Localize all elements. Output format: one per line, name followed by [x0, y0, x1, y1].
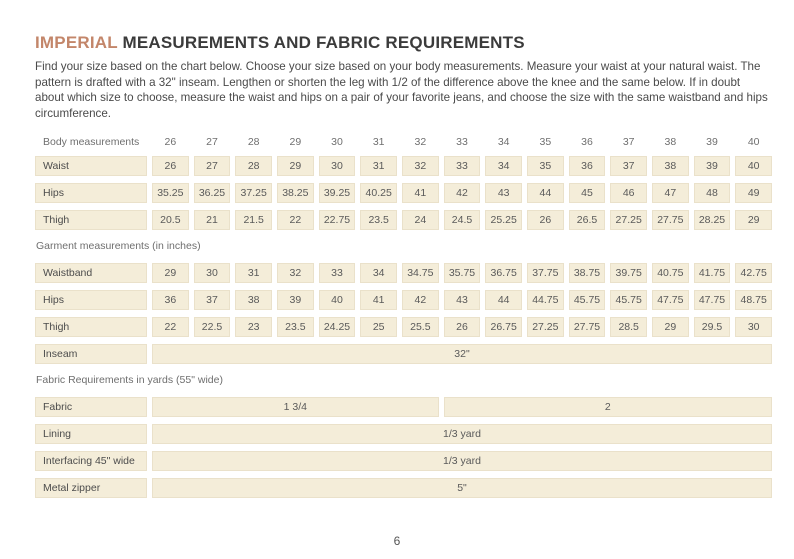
table-cell: 35 — [527, 156, 564, 176]
table-cell: 43 — [485, 183, 522, 203]
row-label: Inseam — [35, 344, 147, 364]
table-cell: 46 — [610, 183, 647, 203]
table-cell: 44.75 — [527, 290, 564, 310]
table-cell: 26 — [527, 210, 564, 230]
row-label: Hips — [35, 183, 147, 203]
table-cell: 45.75 — [610, 290, 647, 310]
table-cell: 20.5 — [152, 210, 189, 230]
table-row — [35, 344, 772, 364]
table-row — [35, 183, 772, 203]
table-cell: 41 — [360, 290, 397, 310]
row-label: Lining — [35, 424, 147, 444]
table-cell: 40 — [735, 156, 772, 176]
size-column-header: 29 — [289, 136, 302, 149]
row-label: Thigh — [35, 317, 147, 337]
table-cell: 28 — [235, 156, 272, 176]
table-cell: 29 — [652, 317, 689, 337]
table-cell: 23.5 — [360, 210, 397, 230]
table-cell: 38 — [652, 156, 689, 176]
table-cell: 23 — [235, 317, 272, 337]
table-cell: 37.25 — [235, 183, 272, 203]
table-cell: 36 — [569, 156, 606, 176]
table-cell: 32 — [277, 263, 314, 283]
table-cell: 47.75 — [652, 290, 689, 310]
table-cell-merged: 1 3/4 — [152, 397, 439, 417]
table-cell: 29 — [735, 210, 772, 230]
table-cell-merged: 1/3 yard — [152, 424, 772, 444]
table-row — [35, 134, 772, 150]
size-column-header: 30 — [331, 136, 343, 149]
measurements-table — [35, 134, 772, 498]
size-column-header: 35 — [539, 136, 552, 149]
table-cell: 26.75 — [485, 317, 522, 337]
size-column-header: 33 — [456, 136, 468, 149]
table-cell: 39 — [277, 290, 314, 310]
table-cell: 30 — [194, 263, 231, 283]
table-cell: 23.5 — [277, 317, 314, 337]
size-column-header: 39 — [706, 136, 718, 149]
table-cell: 39.25 — [319, 183, 356, 203]
intro-paragraph: Find your size based on the chart below. Choose your size based on your body measurements. Measure your waist at your natural waist. The pattern is drafted with a 32" inseam. Lengthen or shorten the leg with 1/2 of the difference above the knee and the same below. If in doubt about which size to choose, measure the waist and hips on a pair of your favorite jeans, and choose the size with the same waistband and hips circumference. — [35, 60, 768, 120]
table-cell: 27.25 — [610, 210, 647, 230]
table-cell-merged: 32" — [152, 344, 772, 364]
table-cell: 47.75 — [694, 290, 731, 310]
table-cell: 42 — [402, 290, 439, 310]
table-cell: 24 — [402, 210, 439, 230]
table-cell-merged: 1/3 yard — [152, 451, 772, 471]
table-cell-merged: 5" — [152, 478, 772, 498]
row-label: Fabric — [35, 397, 147, 417]
table-cell: 34 — [360, 263, 397, 283]
table-cell: 26 — [444, 317, 481, 337]
table-cell: 26 — [152, 156, 189, 176]
row-label: Waist — [35, 156, 147, 176]
table-cell: 27.25 — [527, 317, 564, 337]
table-cell: 31 — [235, 263, 272, 283]
table-cell: 45 — [569, 183, 606, 203]
row-label: Thigh — [35, 210, 147, 230]
table-cell: 44 — [527, 183, 564, 203]
table-cell: 37 — [610, 156, 647, 176]
table-row — [35, 424, 772, 444]
table-cell: 28.25 — [694, 210, 731, 230]
size-column-header: 36 — [581, 136, 593, 149]
table-row — [35, 478, 772, 498]
table-row — [35, 397, 772, 417]
table-cell: 27 — [194, 156, 231, 176]
row-label: Metal zipper — [35, 478, 147, 498]
table-cell: 47 — [652, 183, 689, 203]
table-cell: 41.75 — [694, 263, 731, 283]
table-cell: 33 — [319, 263, 356, 283]
table-cell: 27.75 — [569, 317, 606, 337]
row-label: Body measurements — [43, 136, 140, 149]
size-column-header: 38 — [664, 136, 677, 149]
row-label: Interfacing 45" wide — [35, 451, 147, 471]
table-row — [35, 263, 772, 283]
table-cell: 28.5 — [610, 317, 647, 337]
page-title-rest: MEASUREMENTS AND FABRIC REQUIREMENTS — [117, 33, 525, 52]
table-cell: 25 — [360, 317, 397, 337]
size-column-header: 34 — [497, 136, 510, 149]
table-cell: 22.5 — [194, 317, 231, 337]
table-cell: 37.75 — [527, 263, 564, 283]
table-cell: 30 — [319, 156, 356, 176]
table-cell: 49 — [735, 183, 772, 203]
size-column-header: 26 — [164, 136, 177, 149]
table-cell: 35.75 — [444, 263, 481, 283]
table-cell: 24.25 — [319, 317, 356, 337]
table-cell: 38.25 — [277, 183, 314, 203]
table-section-label: Garment measurements (in inches) — [36, 240, 201, 253]
table-cell: 36.75 — [485, 263, 522, 283]
size-column-header: 31 — [372, 136, 385, 149]
table-cell: 37 — [194, 290, 231, 310]
table-cell: 35.25 — [152, 183, 189, 203]
table-cell: 39.75 — [610, 263, 647, 283]
table-cell: 32 — [402, 156, 439, 176]
page-title-accent: IMPERIAL — [35, 33, 118, 52]
table-cell: 25.5 — [402, 317, 439, 337]
table-cell: 26.5 — [569, 210, 606, 230]
table-cell-merged: 2 — [444, 397, 772, 417]
table-cell: 40 — [319, 290, 356, 310]
table-section-label: Fabric Requirements in yards (55" wide) — [36, 374, 223, 387]
table-cell: 40.25 — [360, 183, 397, 203]
row-label: Hips — [35, 290, 147, 310]
size-column-header: 27 — [206, 136, 218, 149]
table-cell: 45.75 — [569, 290, 606, 310]
table-cell: 34.75 — [402, 263, 439, 283]
table-cell: 39 — [694, 156, 731, 176]
table-cell: 29.5 — [694, 317, 731, 337]
table-cell: 36.25 — [194, 183, 231, 203]
size-column-header: 28 — [247, 136, 260, 149]
table-cell: 42.75 — [735, 263, 772, 283]
table-cell: 29 — [152, 263, 189, 283]
row-label: Waistband — [35, 263, 147, 283]
table-cell: 29 — [277, 156, 314, 176]
table-cell: 43 — [444, 290, 481, 310]
table-cell: 38.75 — [569, 263, 606, 283]
table-row — [35, 156, 772, 176]
size-column-header: 40 — [747, 136, 760, 149]
table-cell: 40.75 — [652, 263, 689, 283]
size-column-header: 37 — [622, 136, 635, 149]
table-cell: 48.75 — [735, 290, 772, 310]
table-cell: 30 — [735, 317, 772, 337]
table-cell: 44 — [485, 290, 522, 310]
page-number: 6 — [393, 534, 401, 548]
table-cell: 38 — [235, 290, 272, 310]
table-cell: 42 — [444, 183, 481, 203]
table-cell: 36 — [152, 290, 189, 310]
table-cell: 31 — [360, 156, 397, 176]
table-cell: 22.75 — [319, 210, 356, 230]
table-cell: 33 — [444, 156, 481, 176]
table-cell: 22 — [277, 210, 314, 230]
page-title — [35, 33, 770, 53]
table-cell: 34 — [485, 156, 522, 176]
table-cell: 21 — [194, 210, 231, 230]
table-cell: 48 — [694, 183, 731, 203]
table-row — [35, 451, 772, 471]
table-row — [35, 290, 772, 310]
size-column-header: 32 — [414, 136, 427, 149]
table-row — [35, 210, 772, 230]
table-cell: 21.5 — [235, 210, 272, 230]
table-cell: 22 — [152, 317, 189, 337]
table-cell: 41 — [402, 183, 439, 203]
table-cell: 25.25 — [485, 210, 522, 230]
table-cell: 27.75 — [652, 210, 689, 230]
table-cell: 24.5 — [444, 210, 481, 230]
table-row — [35, 317, 772, 337]
